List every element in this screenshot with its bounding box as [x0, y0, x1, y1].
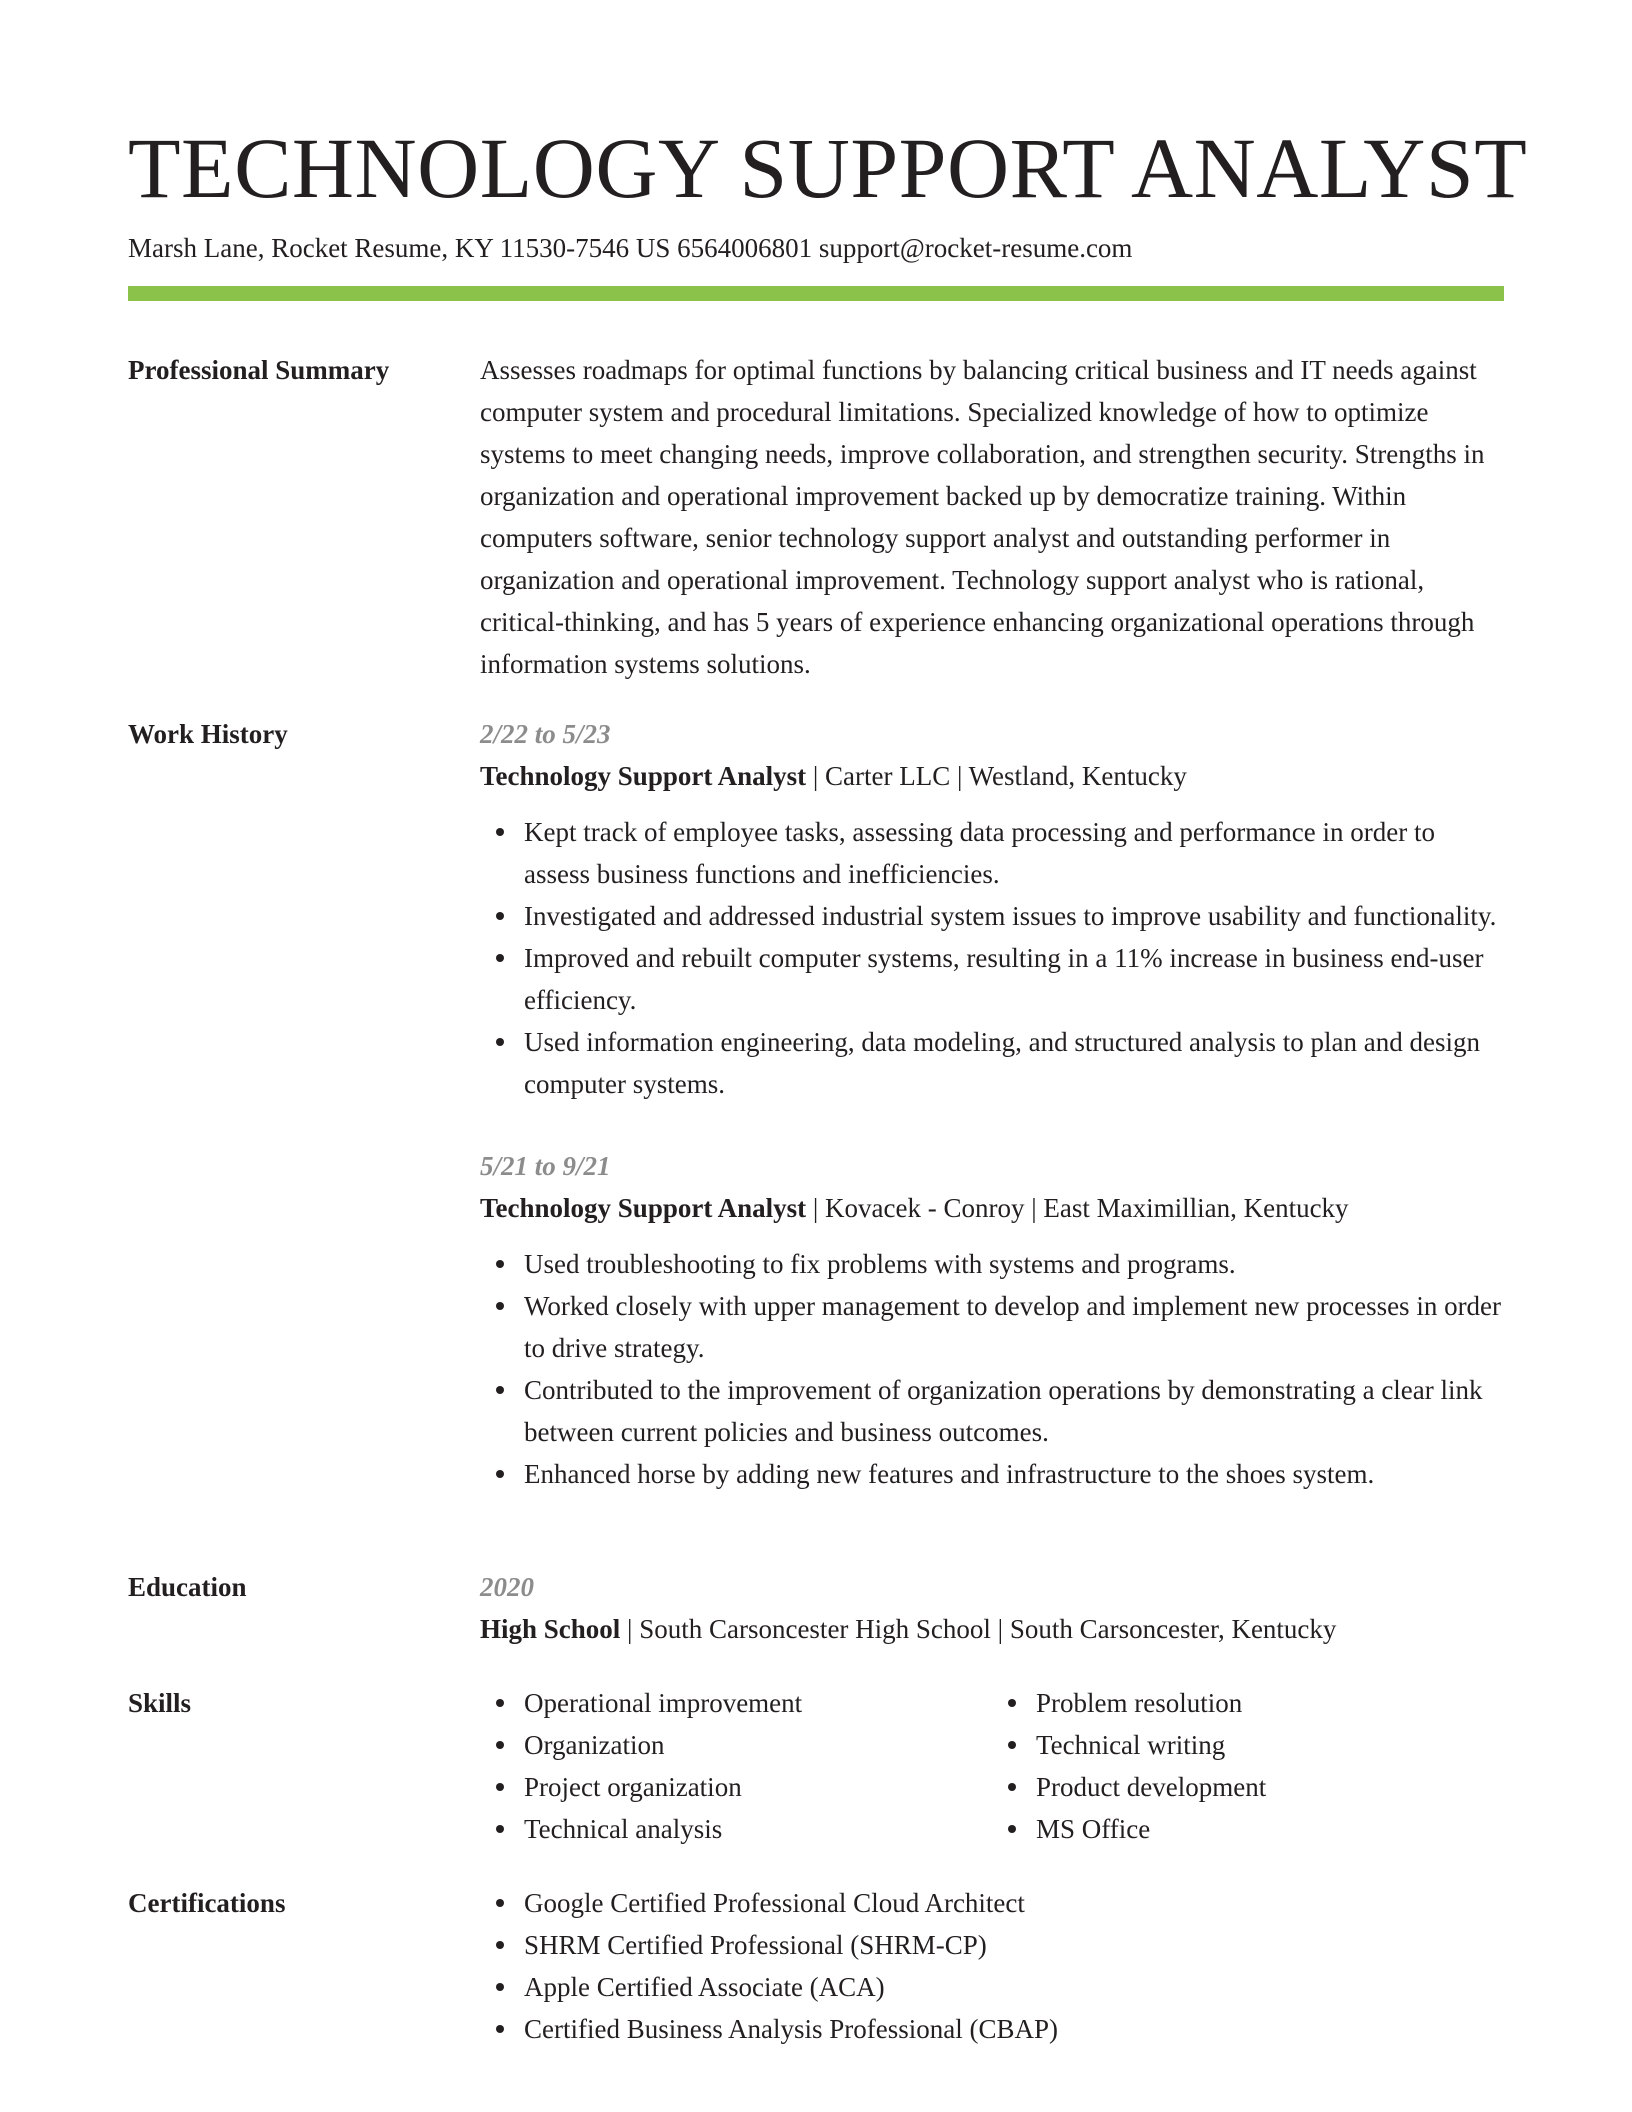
skill-item: Project organization — [524, 1766, 992, 1808]
education-heading: Education — [128, 1572, 247, 1602]
skills-heading: Skills — [128, 1688, 192, 1718]
skills-columns — [480, 1682, 1504, 1850]
job-spacer — [480, 1105, 1504, 1145]
skill-item: Organization — [524, 1724, 992, 1766]
job-title: Technology Support Analyst — [480, 761, 807, 791]
job-bullet: Used information engineering, data modeling, and structured analysis to plan and design computer systems. — [524, 1021, 1504, 1105]
header-divider — [128, 286, 1504, 301]
certification-item: Apple Certified Associate (ACA) — [524, 1966, 1504, 2008]
job-bullet: Used troubleshooting to fix problems with systems and programs. — [524, 1243, 1504, 1285]
certifications-heading: Certifications — [128, 1888, 286, 1918]
job-bullet: Improved and rebuilt computer systems, resulting in a 11% increase in business end-user efficiency. — [524, 937, 1504, 1021]
job-bullet: Investigated and addressed industrial system issues to improve usability and functionality. — [524, 895, 1504, 937]
certification-item: SHRM Certified Professional (SHRM-CP) — [524, 1924, 1504, 1966]
certification-item: Google Certified Professional Cloud Architect — [524, 1882, 1504, 1924]
job-bullets — [480, 811, 1504, 1105]
job-dates: 2/22 to 5/23 — [480, 719, 611, 749]
skill-item: Technical writing — [1036, 1724, 1504, 1766]
contact-line: Marsh Lane, Rocket Resume, KY 11530-7546 US 6564006801 support@rocket-resume.com — [128, 233, 1133, 263]
work-history-heading: Work History — [128, 719, 288, 749]
summary-text: Assesses roadmaps for optimal functions by balancing critical business and IT needs against computer system and procedural limitations. Specialized knowledge of how to optimize systems to meet changing needs, improve collaboration, and strengthen security. Strengths in organization and operational improvement backed up by democratize training. Within computers software, senior technology support analyst and outstanding performer in organization and operational improvement. Technology support analyst who is rational, critical-thinking, and has 5 years of experience enhancing organizational operations through information systems solutions. — [480, 355, 1485, 679]
education-body — [480, 1566, 1504, 1650]
skill-item: Operational improvement — [524, 1682, 992, 1724]
education-degree: High School — [480, 1614, 621, 1644]
skill-item: Problem resolution — [1036, 1682, 1504, 1724]
job-bullet: Worked closely with upper management to develop and implement new processes in order to drive strategy. — [524, 1285, 1504, 1369]
skills-list-left — [480, 1682, 992, 1850]
job-role-line — [480, 755, 1504, 797]
job-dates: 5/21 to 9/21 — [480, 1151, 611, 1181]
skill-item: Technical analysis — [524, 1808, 992, 1850]
education-year: 2020 — [480, 1572, 534, 1602]
job-title: Technology Support Analyst — [480, 1193, 807, 1223]
education-details: | South Carsoncester High School | South Carsoncester, Kentucky — [620, 1614, 1337, 1644]
job-details: | Carter LLC | Westland, Kentucky — [806, 761, 1187, 791]
job-entry — [480, 713, 1504, 1105]
skill-item: Product development — [1036, 1766, 1504, 1808]
work-history-body — [480, 713, 1504, 1495]
summary-heading: Professional Summary — [128, 355, 390, 385]
resume-name: TECHNOLOGY SUPPORT ANALYST — [128, 120, 1528, 216]
certifications-body — [480, 1882, 1504, 2050]
job-bullet: Enhanced horse by adding new features and infrastructure to the shoes system. — [524, 1453, 1504, 1495]
skills-body — [480, 1682, 1504, 1850]
job-bullet: Contributed to the improvement of organization operations by demonstrating a clear link between current policies and business outcomes. — [524, 1369, 1504, 1453]
job-details: | Kovacek - Conroy | East Maximillian, Kentucky — [806, 1193, 1349, 1223]
job-role-line — [480, 1187, 1504, 1229]
certification-item: Certified Business Analysis Professional (CBAP) — [524, 2008, 1504, 2050]
summary-body — [480, 349, 1504, 685]
skill-item: MS Office — [1036, 1808, 1504, 1850]
certifications-list — [480, 1882, 1504, 2050]
skills-list-right — [992, 1682, 1504, 1850]
job-bullets — [480, 1243, 1504, 1495]
education-line — [480, 1608, 1504, 1650]
job-bullet: Kept track of employee tasks, assessing data processing and performance in order to assess business functions and inefficiencies. — [524, 811, 1504, 895]
job-entry — [480, 1145, 1504, 1495]
